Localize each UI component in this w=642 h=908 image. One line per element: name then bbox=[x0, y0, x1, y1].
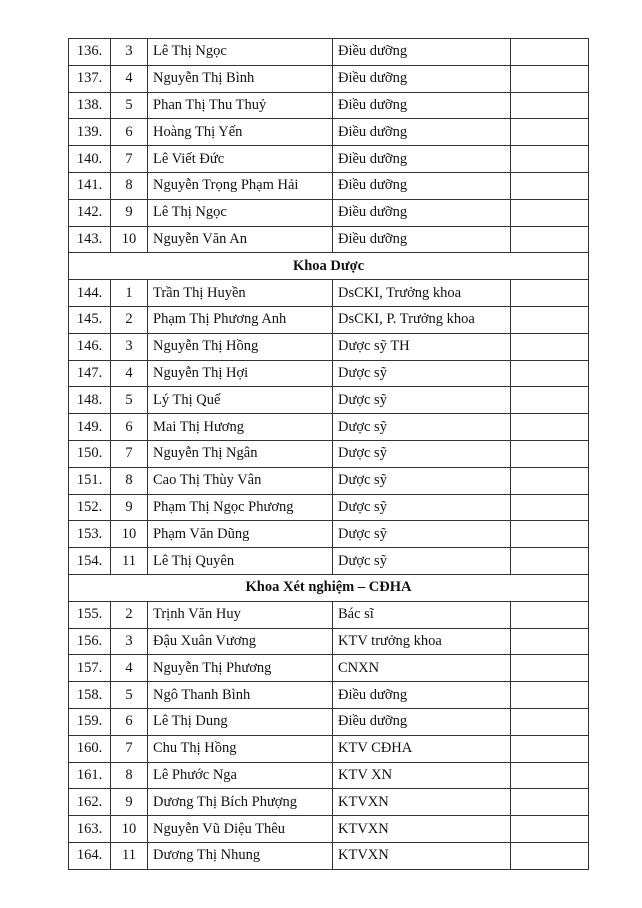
row-sub-number-cell: 1 bbox=[111, 280, 148, 307]
staff-role-cell: Dược sỹ bbox=[333, 414, 511, 441]
staff-name-cell: Lê Viết Đức bbox=[148, 146, 333, 173]
table-row bbox=[69, 146, 589, 173]
staff-name-cell: Nguyễn Trọng Phạm Hải bbox=[148, 172, 333, 199]
section-title: Khoa Dược bbox=[69, 253, 589, 280]
row-sub-number-cell: 8 bbox=[111, 172, 148, 199]
note-cell bbox=[511, 360, 589, 387]
row-sub-number-cell: 6 bbox=[111, 414, 148, 441]
staff-name-cell: Nguyễn Thị Ngân bbox=[148, 440, 333, 467]
staff-role-cell: Điều dưỡng bbox=[333, 226, 511, 253]
note-cell bbox=[511, 816, 589, 843]
row-sub-number-cell: 2 bbox=[111, 306, 148, 333]
staff-role-cell: Điều dưỡng bbox=[333, 708, 511, 735]
staff-name-cell: Nguyễn Vũ Diệu Thêu bbox=[148, 816, 333, 843]
note-cell bbox=[511, 387, 589, 414]
staff-role-cell: Bác sĩ bbox=[333, 601, 511, 628]
table-row bbox=[69, 494, 589, 521]
staff-role-cell: Điều dưỡng bbox=[333, 92, 511, 119]
row-index-cell: 164. bbox=[69, 842, 111, 869]
row-sub-number-cell: 11 bbox=[111, 842, 148, 869]
row-index-cell: 149. bbox=[69, 414, 111, 441]
row-index-cell: 148. bbox=[69, 387, 111, 414]
row-index-cell: 145. bbox=[69, 306, 111, 333]
row-index-cell: 137. bbox=[69, 65, 111, 92]
row-sub-number-cell: 5 bbox=[111, 682, 148, 709]
row-index-cell: 147. bbox=[69, 360, 111, 387]
row-index-cell: 142. bbox=[69, 199, 111, 226]
note-cell bbox=[511, 601, 589, 628]
staff-role-cell: KTVXN bbox=[333, 789, 511, 816]
note-cell bbox=[511, 306, 589, 333]
note-cell bbox=[511, 842, 589, 869]
staff-role-cell: Dược sỹ bbox=[333, 440, 511, 467]
row-index-cell: 151. bbox=[69, 467, 111, 494]
table-row bbox=[69, 414, 589, 441]
note-cell bbox=[511, 762, 589, 789]
row-index-cell: 153. bbox=[69, 521, 111, 548]
staff-name-cell: Nguyễn Thị Hợi bbox=[148, 360, 333, 387]
row-index-cell: 158. bbox=[69, 682, 111, 709]
staff-name-cell: Nguyễn Văn An bbox=[148, 226, 333, 253]
table-row bbox=[69, 39, 589, 66]
staff-name-cell: Lê Phước Nga bbox=[148, 762, 333, 789]
row-index-cell: 138. bbox=[69, 92, 111, 119]
table-row bbox=[69, 226, 589, 253]
section-header-row bbox=[69, 253, 589, 280]
table-row bbox=[69, 548, 589, 575]
row-index-cell: 163. bbox=[69, 816, 111, 843]
row-sub-number-cell: 4 bbox=[111, 360, 148, 387]
staff-name-cell: Đậu Xuân Vương bbox=[148, 628, 333, 655]
table-row bbox=[69, 333, 589, 360]
staff-name-cell: Hoàng Thị Yến bbox=[148, 119, 333, 146]
row-sub-number-cell: 11 bbox=[111, 548, 148, 575]
staff-name-cell: Nguyễn Thị Bình bbox=[148, 65, 333, 92]
staff-name-cell: Cao Thị Thùy Vân bbox=[148, 467, 333, 494]
table-row bbox=[69, 440, 589, 467]
note-cell bbox=[511, 414, 589, 441]
row-sub-number-cell: 4 bbox=[111, 655, 148, 682]
staff-name-cell: Dương Thị Nhung bbox=[148, 842, 333, 869]
row-sub-number-cell: 2 bbox=[111, 601, 148, 628]
table-row bbox=[69, 655, 589, 682]
row-sub-number-cell: 4 bbox=[111, 65, 148, 92]
note-cell bbox=[511, 65, 589, 92]
staff-table bbox=[68, 38, 589, 870]
row-sub-number-cell: 9 bbox=[111, 199, 148, 226]
table-row bbox=[69, 119, 589, 146]
table-row bbox=[69, 708, 589, 735]
note-cell bbox=[511, 333, 589, 360]
row-sub-number-cell: 10 bbox=[111, 521, 148, 548]
staff-role-cell: KTVXN bbox=[333, 816, 511, 843]
section-header-row bbox=[69, 574, 589, 601]
staff-role-cell: Dược sỹ bbox=[333, 521, 511, 548]
staff-name-cell: Phan Thị Thu Thuỷ bbox=[148, 92, 333, 119]
row-index-cell: 150. bbox=[69, 440, 111, 467]
staff-name-cell: Lý Thị Quế bbox=[148, 387, 333, 414]
staff-role-cell: Dược sỹ bbox=[333, 387, 511, 414]
note-cell bbox=[511, 92, 589, 119]
staff-role-cell: KTV CĐHA bbox=[333, 735, 511, 762]
staff-name-cell: Lê Thị Dung bbox=[148, 708, 333, 735]
table-row bbox=[69, 92, 589, 119]
row-index-cell: 159. bbox=[69, 708, 111, 735]
table-row bbox=[69, 387, 589, 414]
staff-table-body bbox=[69, 39, 589, 870]
staff-role-cell: DsCKI, P. Trưởng khoa bbox=[333, 306, 511, 333]
staff-role-cell: Dược sỹ bbox=[333, 494, 511, 521]
note-cell bbox=[511, 172, 589, 199]
note-cell bbox=[511, 735, 589, 762]
note-cell bbox=[511, 548, 589, 575]
row-sub-number-cell: 10 bbox=[111, 226, 148, 253]
table-row bbox=[69, 762, 589, 789]
note-cell bbox=[511, 199, 589, 226]
staff-role-cell: Điều dưỡng bbox=[333, 146, 511, 173]
row-sub-number-cell: 3 bbox=[111, 333, 148, 360]
staff-name-cell: Trần Thị Huyền bbox=[148, 280, 333, 307]
staff-name-cell: Phạm Thị Phương Anh bbox=[148, 306, 333, 333]
table-row bbox=[69, 789, 589, 816]
note-cell bbox=[511, 789, 589, 816]
note-cell bbox=[511, 39, 589, 66]
staff-role-cell: Dược sỹ bbox=[333, 548, 511, 575]
staff-name-cell: Phạm Thị Ngọc Phương bbox=[148, 494, 333, 521]
note-cell bbox=[511, 119, 589, 146]
row-sub-number-cell: 7 bbox=[111, 146, 148, 173]
note-cell bbox=[511, 467, 589, 494]
staff-role-cell: Điều dưỡng bbox=[333, 172, 511, 199]
staff-role-cell: Điều dưỡng bbox=[333, 199, 511, 226]
note-cell bbox=[511, 708, 589, 735]
table-row bbox=[69, 842, 589, 869]
note-cell bbox=[511, 655, 589, 682]
staff-role-cell: KTV trưởng khoa bbox=[333, 628, 511, 655]
row-index-cell: 141. bbox=[69, 172, 111, 199]
row-index-cell: 156. bbox=[69, 628, 111, 655]
staff-role-cell: CNXN bbox=[333, 655, 511, 682]
row-sub-number-cell: 9 bbox=[111, 789, 148, 816]
staff-role-cell: DsCKI, Trưởng khoa bbox=[333, 280, 511, 307]
section-title: Khoa Xét nghiệm – CĐHA bbox=[69, 574, 589, 601]
note-cell bbox=[511, 521, 589, 548]
note-cell bbox=[511, 494, 589, 521]
staff-name-cell: Nguyễn Thị Phương bbox=[148, 655, 333, 682]
table-row bbox=[69, 601, 589, 628]
staff-name-cell: Phạm Văn Dũng bbox=[148, 521, 333, 548]
table-row bbox=[69, 360, 589, 387]
staff-name-cell: Trịnh Văn Huy bbox=[148, 601, 333, 628]
note-cell bbox=[511, 682, 589, 709]
note-cell bbox=[511, 628, 589, 655]
row-index-cell: 136. bbox=[69, 39, 111, 66]
row-sub-number-cell: 3 bbox=[111, 628, 148, 655]
staff-role-cell: KTV XN bbox=[333, 762, 511, 789]
row-index-cell: 152. bbox=[69, 494, 111, 521]
staff-name-cell: Lê Thị Ngọc bbox=[148, 39, 333, 66]
table-row bbox=[69, 65, 589, 92]
table-row bbox=[69, 306, 589, 333]
row-sub-number-cell: 7 bbox=[111, 735, 148, 762]
row-sub-number-cell: 6 bbox=[111, 119, 148, 146]
table-row bbox=[69, 682, 589, 709]
row-sub-number-cell: 9 bbox=[111, 494, 148, 521]
table-row bbox=[69, 172, 589, 199]
staff-role-cell: Dược sỹ TH bbox=[333, 333, 511, 360]
staff-name-cell: Mai Thị Hương bbox=[148, 414, 333, 441]
row-index-cell: 146. bbox=[69, 333, 111, 360]
table-row bbox=[69, 280, 589, 307]
staff-name-cell: Lê Thị Quyên bbox=[148, 548, 333, 575]
staff-name-cell: Dương Thị Bích Phượng bbox=[148, 789, 333, 816]
row-index-cell: 157. bbox=[69, 655, 111, 682]
note-cell bbox=[511, 146, 589, 173]
staff-role-cell: Dược sỹ bbox=[333, 360, 511, 387]
staff-name-cell: Ngô Thanh Bình bbox=[148, 682, 333, 709]
staff-name-cell: Nguyễn Thị Hồng bbox=[148, 333, 333, 360]
staff-name-cell: Lê Thị Ngọc bbox=[148, 199, 333, 226]
table-row bbox=[69, 521, 589, 548]
staff-role-cell: Điều dưỡng bbox=[333, 119, 511, 146]
row-sub-number-cell: 5 bbox=[111, 92, 148, 119]
table-row bbox=[69, 628, 589, 655]
table-row bbox=[69, 467, 589, 494]
row-index-cell: 140. bbox=[69, 146, 111, 173]
row-sub-number-cell: 5 bbox=[111, 387, 148, 414]
staff-role-cell: Điều dưỡng bbox=[333, 39, 511, 66]
staff-name-cell: Chu Thị Hồng bbox=[148, 735, 333, 762]
staff-role-cell: Dược sỹ bbox=[333, 467, 511, 494]
row-index-cell: 144. bbox=[69, 280, 111, 307]
row-index-cell: 161. bbox=[69, 762, 111, 789]
note-cell bbox=[511, 440, 589, 467]
row-index-cell: 143. bbox=[69, 226, 111, 253]
row-sub-number-cell: 7 bbox=[111, 440, 148, 467]
row-sub-number-cell: 10 bbox=[111, 816, 148, 843]
row-sub-number-cell: 3 bbox=[111, 39, 148, 66]
row-index-cell: 155. bbox=[69, 601, 111, 628]
note-cell bbox=[511, 226, 589, 253]
staff-role-cell: Điều dưỡng bbox=[333, 65, 511, 92]
note-cell bbox=[511, 280, 589, 307]
row-index-cell: 154. bbox=[69, 548, 111, 575]
table-row bbox=[69, 199, 589, 226]
row-index-cell: 162. bbox=[69, 789, 111, 816]
table-row bbox=[69, 816, 589, 843]
row-sub-number-cell: 8 bbox=[111, 467, 148, 494]
row-index-cell: 139. bbox=[69, 119, 111, 146]
row-sub-number-cell: 8 bbox=[111, 762, 148, 789]
row-sub-number-cell: 6 bbox=[111, 708, 148, 735]
staff-role-cell: Điều dưỡng bbox=[333, 682, 511, 709]
staff-role-cell: KTVXN bbox=[333, 842, 511, 869]
table-row bbox=[69, 735, 589, 762]
row-index-cell: 160. bbox=[69, 735, 111, 762]
